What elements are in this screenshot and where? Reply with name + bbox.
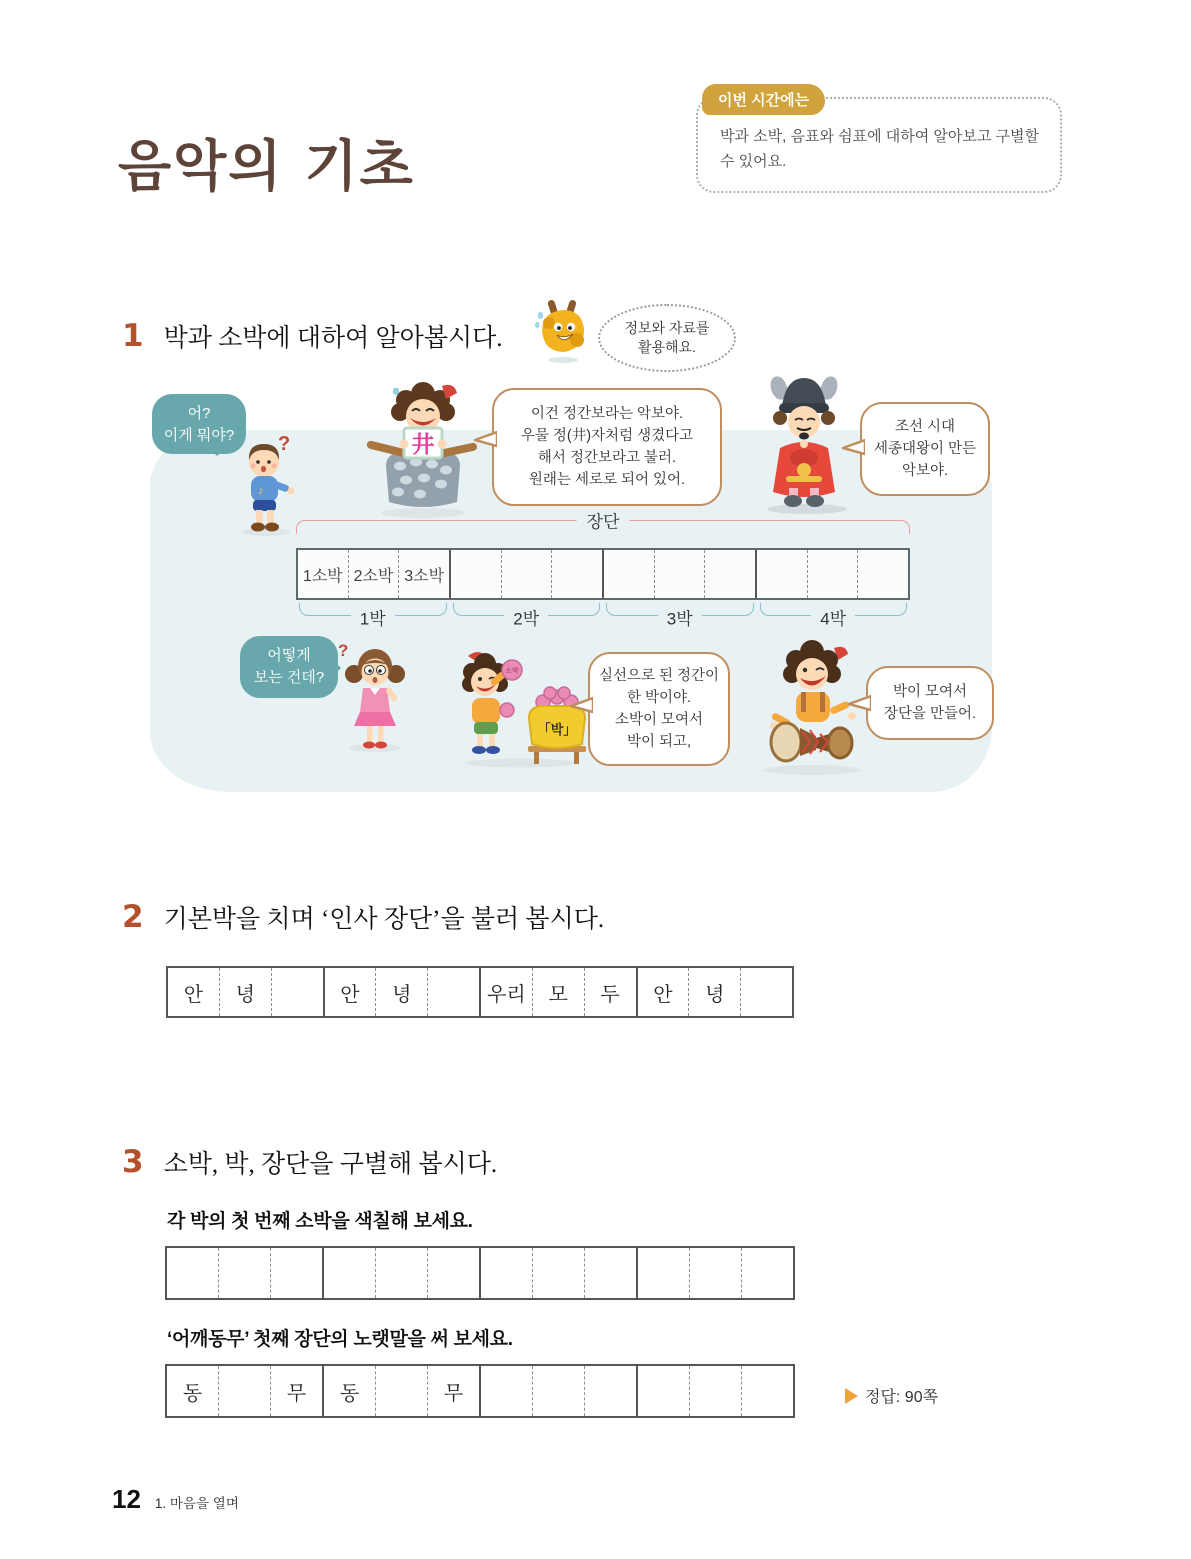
jeongganbo-bubble: 이건 정간보라는 악보야. 우물 정(井)자처럼 생겼다고 해서 정간보라고 불러. 원래는 세로로 되어 있어. bbox=[492, 388, 722, 506]
jangdan-bubble-tail bbox=[847, 692, 871, 714]
diagram-beat-1 bbox=[298, 550, 449, 598]
section2-header bbox=[122, 899, 604, 935]
answer-cell[interactable]: 무 bbox=[427, 1366, 479, 1416]
lyric-cell: 우리 bbox=[487, 983, 526, 1006]
lyric-cell bbox=[271, 968, 323, 1016]
answer-cell[interactable]: 동 bbox=[182, 1382, 203, 1405]
lyric-cell: 안 bbox=[653, 983, 673, 1006]
color-cell[interactable] bbox=[689, 1248, 741, 1298]
answer-reference[interactable] bbox=[845, 1384, 938, 1407]
lyric-cell: 안 bbox=[183, 983, 204, 1006]
section1-title: 박과 소박에 대하여 알아봅시다. bbox=[163, 325, 503, 352]
color-cell[interactable] bbox=[270, 1248, 322, 1298]
section2-title: 기본박을 치며 ‘인사 장단’을 불러 봅시다. bbox=[163, 906, 605, 933]
subbeat-cell bbox=[604, 550, 654, 598]
bee-tip-bubble: 정보와 자료를 활용해요. bbox=[598, 304, 736, 372]
section3-number: 3 bbox=[122, 1144, 144, 1180]
lesson-goal-text: 박과 소박, 음표와 쉼표에 대하여 알아보고 구별할 수 있어요. bbox=[720, 128, 1039, 170]
beat-brace-2: 2박 bbox=[453, 603, 601, 616]
beat-braces bbox=[296, 603, 910, 629]
diagram-beat-2 bbox=[449, 550, 602, 598]
section3-title: 소박, 박, 장단을 구별해 봅시다. bbox=[163, 1151, 498, 1178]
okkaedongmu-grid bbox=[165, 1364, 795, 1418]
page-footer bbox=[112, 1484, 239, 1515]
answer-cell[interactable] bbox=[481, 1366, 532, 1416]
page-number: 12 bbox=[112, 1484, 141, 1514]
lyric-cell: 녕 bbox=[219, 968, 271, 1016]
bak-pot-label: 「박」 bbox=[537, 722, 577, 737]
bak-bubble-tail bbox=[569, 694, 593, 716]
boy-pointing-illustration bbox=[228, 432, 303, 537]
girl-illustration bbox=[332, 638, 417, 753]
subbeat-cell bbox=[757, 550, 807, 598]
color-cell[interactable] bbox=[324, 1248, 375, 1298]
girl-question-bubble: 어떻게 보는 건데? bbox=[240, 636, 338, 698]
jangdan-bubble: 박이 모여서 장단을 만들어. bbox=[866, 666, 994, 740]
king-bubble: 조선 시대 세종대왕이 만든 악보야. bbox=[860, 402, 990, 496]
subbeat-cell bbox=[451, 550, 501, 598]
subbeat-cell bbox=[857, 550, 908, 598]
lesson-goal-badge: 이번 시간에는 bbox=[702, 84, 825, 115]
diagram-beat-3 bbox=[602, 550, 755, 598]
lyric-cell: 안 bbox=[340, 983, 360, 1006]
answer-cell[interactable] bbox=[584, 1366, 636, 1416]
chapter-title: 1. 마음을 열며 bbox=[154, 1496, 239, 1511]
section3-header bbox=[122, 1144, 497, 1180]
color-cell[interactable] bbox=[167, 1248, 218, 1298]
answer-cell[interactable]: 무 bbox=[270, 1366, 322, 1416]
answer-cell[interactable] bbox=[741, 1366, 793, 1416]
bak-bubble: 실선으로 된 정간이 한 박이야. 소박이 모여서 박이 되고, bbox=[588, 652, 730, 766]
diagram-grid bbox=[296, 548, 910, 600]
page-title: 음악의 기초 bbox=[118, 134, 415, 198]
answer-label: 정답: 90쪽 bbox=[865, 1389, 939, 1406]
beat-brace-4: 4박 bbox=[760, 603, 908, 616]
insa-jangdan-grid bbox=[166, 966, 794, 1018]
section1-header bbox=[122, 318, 503, 354]
jeongganbo-diagram bbox=[296, 512, 910, 629]
subbeat-cell bbox=[807, 550, 858, 598]
color-cell[interactable] bbox=[218, 1248, 270, 1298]
beat-brace-1: 1박 bbox=[299, 603, 447, 616]
subbeat-cell bbox=[501, 550, 552, 598]
color-cell[interactable] bbox=[532, 1248, 584, 1298]
lyric-cell bbox=[427, 968, 479, 1016]
task1-instruction: 각 박의 첫 번째 소박을 색칠해 보세요. bbox=[167, 1211, 473, 1232]
answer-cell[interactable] bbox=[375, 1366, 427, 1416]
boy-question-bubble: 어? 이게 뭐야? bbox=[152, 394, 246, 454]
svg-text:♪: ♪ bbox=[258, 485, 264, 497]
lyric-cell: 녕 bbox=[688, 968, 740, 1016]
color-cell[interactable] bbox=[584, 1248, 636, 1298]
king-bubble-tail bbox=[841, 436, 865, 458]
answer-cell[interactable] bbox=[218, 1366, 270, 1416]
color-cell[interactable] bbox=[375, 1248, 427, 1298]
svg-text:?: ? bbox=[338, 641, 349, 660]
subbeat-cell: 2소박 bbox=[348, 550, 399, 598]
beat-brace-3: 3박 bbox=[606, 603, 754, 616]
answer-cell[interactable]: 동 bbox=[339, 1382, 360, 1405]
color-cell[interactable] bbox=[741, 1248, 793, 1298]
diagram-beat-4 bbox=[755, 550, 908, 598]
subbeat-cell bbox=[704, 550, 755, 598]
svg-text:?: ? bbox=[278, 433, 291, 455]
subbeat-cell: 1소박 bbox=[302, 567, 343, 585]
answer-cell[interactable] bbox=[532, 1366, 584, 1416]
subbeat-cell bbox=[654, 550, 705, 598]
sobak-ball-label: 소박 bbox=[505, 668, 519, 675]
section2-number: 2 bbox=[122, 899, 144, 935]
bee-mascot-icon bbox=[532, 298, 594, 364]
color-cell[interactable] bbox=[481, 1248, 532, 1298]
lyric-cell: 녕 bbox=[375, 968, 427, 1016]
lyric-cell: 두 bbox=[584, 968, 636, 1016]
jeongganbo-bubble-tail bbox=[473, 428, 497, 450]
well-jeongganbo-illustration bbox=[358, 378, 488, 520]
color-cell[interactable] bbox=[427, 1248, 479, 1298]
section1-number: 1 bbox=[122, 318, 144, 354]
answer-cell[interactable] bbox=[638, 1366, 689, 1416]
well-sign-text: 井 bbox=[411, 431, 435, 457]
answer-cell[interactable] bbox=[689, 1366, 741, 1416]
lyric-cell: 모 bbox=[532, 968, 584, 1016]
lyric-cell bbox=[740, 968, 792, 1016]
jangdan-brace bbox=[296, 512, 910, 534]
subbeat-cell bbox=[551, 550, 602, 598]
color-cell[interactable] bbox=[638, 1248, 689, 1298]
coloring-grid bbox=[165, 1246, 795, 1300]
task2-instruction: ‘어깨동무’ 첫째 장단의 노랫말을 써 보세요. bbox=[167, 1329, 513, 1350]
answer-arrow-icon bbox=[845, 1388, 858, 1404]
jangdan-label: 장단 bbox=[577, 507, 630, 532]
subbeat-cell: 3소박 bbox=[398, 550, 449, 598]
lesson-goal-box bbox=[696, 92, 1062, 193]
